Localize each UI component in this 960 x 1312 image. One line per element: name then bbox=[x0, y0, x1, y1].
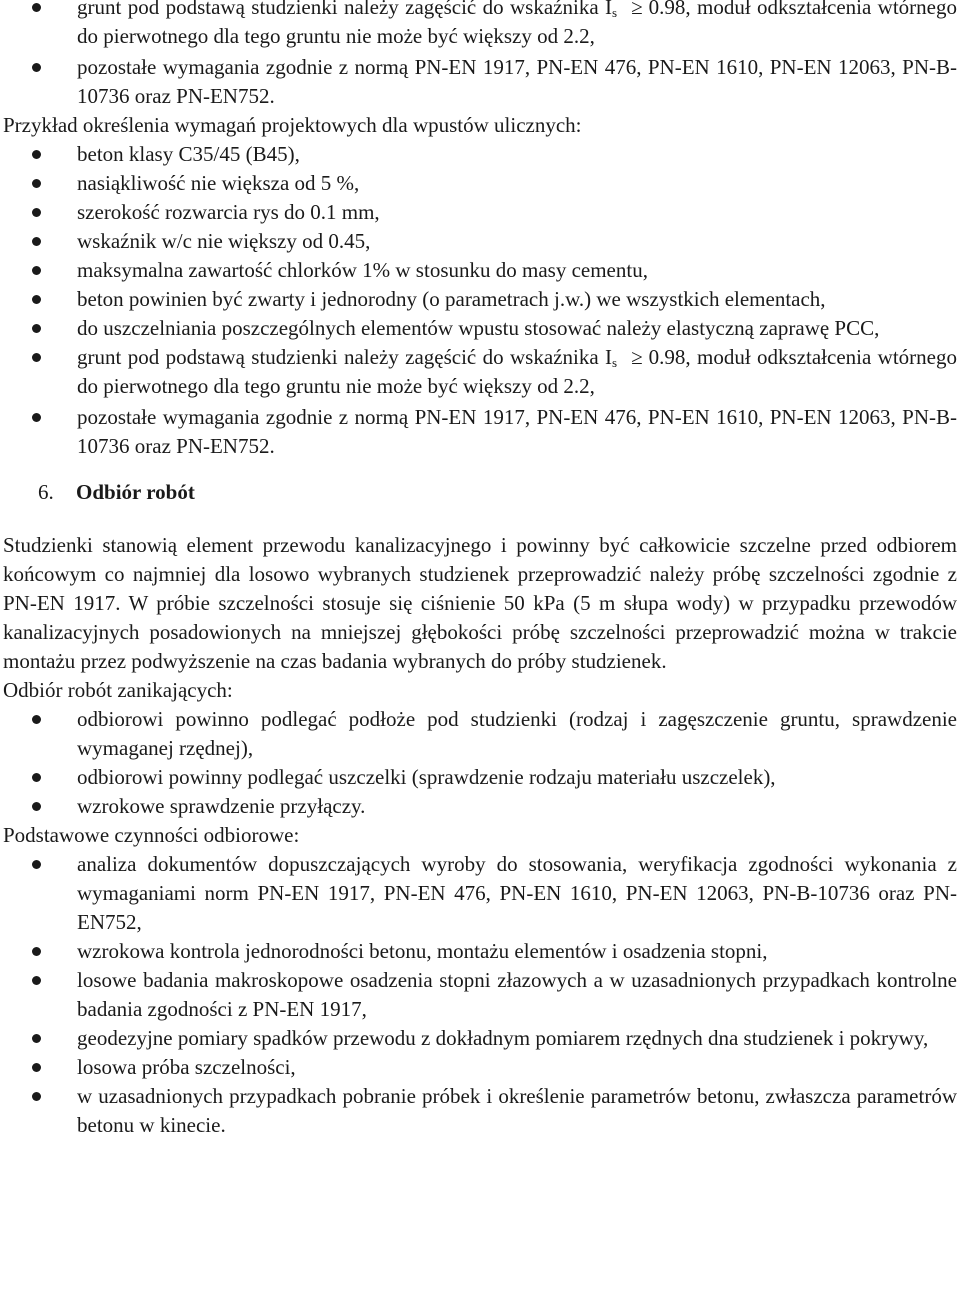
basic-activities-intro: Podstawowe czynności odbiorowe: bbox=[3, 823, 300, 847]
list-item bbox=[0, 256, 960, 285]
list-item-text: analiza dokumentów dopuszczających wyroby do stosowania, weryfikacja zgodności wykonania z wymaganiami norm PN-EN 1917, PN-EN 476, PN-EN 1610, PN-EN 12063, PN-B-10736 oraz PN-EN752, bbox=[77, 852, 957, 934]
bullet-icon bbox=[32, 3, 41, 12]
list-item bbox=[0, 937, 960, 966]
list-item bbox=[0, 285, 960, 314]
compaction-text-post: 0.98, moduł odkształcenia wtórnego do pierwotnego dla tego gruntu nie może być większy od 2.2, bbox=[77, 0, 958, 48]
covering-works-intro: Odbiór robót zanikających: bbox=[3, 678, 233, 702]
section-paragraph: Studzienki stanowią element przewodu kanalizacyjnego i powinny być całkowicie szczelne przed odbiorem końcowym co najmniej dla losowo wybranych studzienek przeprowadzić należy próbę szczelności zgodnie z PN-EN 1917. W próbie szczelności stosuje się ciśnienie 50 kPa (5 m słupa wody) w przypadku przewodów kanalizacyjnych posadowionych na mniejszej głębokości próbę szczelności przeprowadzić można w trakcie montażu przez podwyższenie na czas badania wybranych do próby studzienek. bbox=[3, 533, 957, 673]
list-item bbox=[0, 343, 960, 401]
list-item-text: wskaźnik w/c nie większy od 0.45, bbox=[77, 229, 371, 253]
list-item-text: szerokość rozwarcia rys do 0.1 mm, bbox=[77, 200, 380, 224]
list-item-text: odbiorowi powinno podlegać podłoże pod studzienki (rodzaj i zagęszczenie gruntu, sprawdzenie wymaganej rzędnej), bbox=[77, 707, 957, 760]
list-item bbox=[0, 850, 960, 937]
bullet-icon bbox=[32, 947, 41, 956]
greater-equal-symbol: ≥ bbox=[631, 0, 643, 19]
list-item-text: nasiąkliwość nie większa od 5 %, bbox=[77, 171, 360, 195]
covering-works-list bbox=[0, 705, 960, 821]
bullet-icon bbox=[32, 1063, 41, 1072]
list-item bbox=[0, 705, 960, 763]
list-item-text: losowa próba szczelności, bbox=[77, 1055, 296, 1079]
list-item bbox=[0, 0, 960, 51]
list-item bbox=[0, 1053, 960, 1082]
compaction-text-post: 0.98, moduł odkształcenia wtórnego do pierwotnego dla tego gruntu nie może być większy od 2.2, bbox=[77, 345, 958, 398]
bullet-icon bbox=[32, 802, 41, 811]
list-item-text: pozostałe wymagania zgodnie z normą PN-EN 1917, PN-EN 476, PN-EN 1610, PN-EN 12063, PN-B-10736 oraz PN-EN752. bbox=[77, 55, 957, 108]
bullet-icon bbox=[32, 1092, 41, 1101]
list-item bbox=[0, 763, 960, 792]
compaction-text-pre: grunt pod podstawą studzienki należy zagęścić do wskaźnika I bbox=[77, 345, 613, 369]
list-item-text: w uzasadnionych przypadkach pobranie próbek i określenie parametrów betonu, zwłaszcza parametrów betonu w kinecie. bbox=[77, 1084, 957, 1137]
bullet-icon bbox=[32, 63, 41, 72]
list-item-text: losowe badania makroskopowe osadzenia stopni złazowych a w uzasadnionych przypadkach kontrolne badania zgodności z PN-EN 1917, bbox=[77, 968, 957, 1021]
list-item-text: beton klasy C35/45 (B45), bbox=[77, 142, 300, 166]
list-item bbox=[0, 792, 960, 821]
list-item bbox=[0, 1024, 960, 1053]
bullet-icon bbox=[32, 773, 41, 782]
list-item bbox=[0, 169, 960, 198]
bullet-icon bbox=[32, 150, 41, 159]
list-item bbox=[0, 198, 960, 227]
example-intro: Przykład określenia wymagań projektowych dla wpustów ulicznych: bbox=[3, 113, 582, 137]
bullet-icon bbox=[32, 208, 41, 217]
bullet-icon bbox=[32, 324, 41, 333]
list-item bbox=[0, 314, 960, 343]
compaction-text-pre: grunt pod podstawą studzienki należy zagęścić do wskaźnika I bbox=[77, 0, 613, 19]
top-list bbox=[0, 0, 960, 111]
bullet-icon bbox=[32, 976, 41, 985]
bullet-icon bbox=[32, 715, 41, 724]
list-item-text: pozostałe wymagania zgodnie z normą PN-EN 1917, PN-EN 476, PN-EN 1610, PN-EN 12063, PN-B-10736 oraz PN-EN752. bbox=[77, 405, 957, 458]
compaction-subscript: s bbox=[612, 5, 618, 20]
bullet-icon bbox=[32, 353, 41, 362]
bullet-icon bbox=[32, 413, 41, 422]
list-item-text: wzrokowa kontrola jednorodności betonu, montażu elementów i osadzenia stopni, bbox=[77, 939, 768, 963]
bullet-icon bbox=[32, 179, 41, 188]
list-item-text: maksymalna zawartość chlorków 1% w stosunku do masy cementu, bbox=[77, 258, 648, 282]
bullet-icon bbox=[32, 860, 41, 869]
bullet-icon bbox=[32, 237, 41, 246]
greater-equal-symbol: ≥ bbox=[631, 345, 643, 369]
list-item-text: geodezyjne pomiary spadków przewodu z dokładnym pomiarem rzędnych dna studzienek i pokrywy, bbox=[77, 1026, 929, 1050]
list-item bbox=[0, 403, 960, 461]
list-item bbox=[0, 140, 960, 169]
list-item-text: beton powinien być zwarty i jednorodny (o parametrach j.w.) we wszystkich elementach, bbox=[77, 287, 826, 311]
list-item bbox=[0, 53, 960, 111]
list-item-text: wzrokowe sprawdzenie przyłączy. bbox=[77, 794, 366, 818]
example-list bbox=[0, 140, 960, 461]
list-item bbox=[0, 966, 960, 1024]
list-item bbox=[0, 1082, 960, 1140]
list-item bbox=[0, 227, 960, 256]
basic-activities-list bbox=[0, 850, 960, 1140]
section-number: 6. bbox=[38, 480, 54, 504]
bullet-icon bbox=[32, 266, 41, 275]
bullet-icon bbox=[32, 295, 41, 304]
list-item-text: odbiorowi powinny podlegać uszczelki (sprawdzenie rodzaju materiału uszczelek), bbox=[77, 765, 776, 789]
compaction-subscript: s bbox=[612, 355, 618, 370]
bullet-icon bbox=[32, 1034, 41, 1043]
list-item-text: do uszczelniania poszczególnych elementów wpustu stosować należy elastyczną zaprawę PCC, bbox=[77, 316, 880, 340]
section-heading bbox=[0, 478, 960, 507]
section-title: Odbiór robót bbox=[76, 480, 195, 504]
